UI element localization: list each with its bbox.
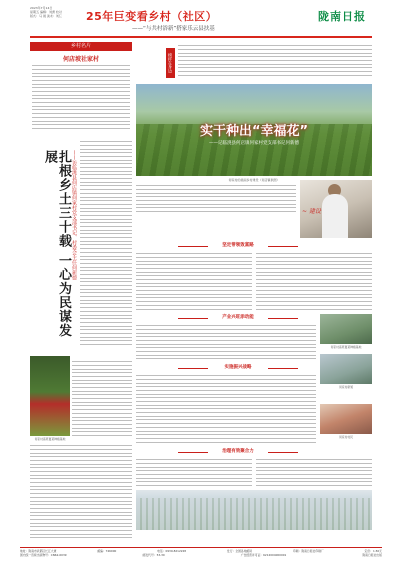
villagers-photo: [320, 404, 372, 434]
hero-body-text: [136, 184, 296, 214]
solar-greenhouse-photo: [136, 490, 372, 530]
greenhouse-rows: [136, 498, 372, 530]
intro-text: [178, 44, 372, 80]
hero-subheadline: ——记临洮县何店镇何家村党支部书记何新德: [209, 141, 299, 146]
page-footer: [20, 547, 382, 563]
section-heading: 产业兴旺添动能: [178, 314, 298, 322]
header-divider: [30, 36, 372, 38]
calligraphy-decoration: ~ 建设: [302, 208, 321, 215]
person-body: [322, 194, 348, 238]
left-feature-text: [80, 140, 132, 350]
meta-line: 2023年7月14日: [30, 6, 53, 10]
photo-caption: 何家村村民: [339, 435, 353, 439]
left-body-text: [32, 64, 130, 134]
footer-item: 陇南日报社出版: [362, 553, 382, 557]
portrait-photo: [300, 180, 372, 238]
section-heading: 坚定带领致富路: [178, 242, 298, 250]
left-bottom-text: [30, 444, 132, 544]
section-tag: 乡村名片: [30, 42, 132, 51]
newspaper-logo: 陇南日报: [318, 10, 366, 23]
section-4-text-b: [256, 458, 372, 488]
section-3-text: [136, 374, 316, 448]
footer-item: 印刷：陇南日报社印刷厂: [292, 549, 324, 553]
village-photo: [320, 354, 372, 384]
footer-item: 国内统一连续出版物号：CN62-0039: [20, 553, 67, 557]
category-badge: 榜样在身边: [166, 48, 175, 78]
footer-item: 邮发代号：53-30: [142, 553, 165, 557]
footer-item: 发行：全国各地邮局: [226, 549, 253, 553]
issue-meta: [30, 6, 80, 19]
page-subtitle: ——“与共村浴新”搭家乐云县扶基: [132, 26, 215, 32]
hero-photo: [136, 84, 372, 176]
footer-item: 电话：0939-8212228: [157, 549, 187, 553]
photo-caption: 何家村新貌: [339, 385, 353, 389]
footer-item: 地址：陇南市武都区长江大道: [20, 549, 57, 553]
footer-item: 广告经营许可证：6212004000001: [240, 553, 287, 557]
section-2-text: [136, 324, 316, 364]
feature-headline: 扎根乡土三十载 一心为民谋发展: [42, 150, 71, 338]
section-1-text-a: [136, 252, 252, 312]
meta-line: 版式：马 晨 美术：刘仨: [30, 14, 62, 19]
section-heading: 实施振兴战略: [178, 364, 298, 372]
footer-row: [20, 553, 382, 557]
section-4-text-a: [136, 458, 252, 488]
section-1-text-b: [256, 252, 372, 312]
meta-line: 星期五 编辑：刘源 校对: [30, 10, 62, 15]
page-header: [0, 0, 402, 40]
section-heading: 治理有效聚合力: [178, 448, 298, 456]
hero-headline: 实干种出“幸福花”: [199, 124, 309, 139]
hero-caption: 何家村的美丽乡村建设（何店镇供图）: [228, 178, 280, 182]
page-title: 25年巨变看乡村（社区）: [86, 10, 218, 23]
photo-caption: 何家村高原夏菜种植基地: [34, 437, 66, 441]
photo-caption: 何家村高原夏菜种植基地: [330, 345, 362, 349]
feature-subheadline: ——访临洮县何店镇何家村党支部书记、村委会主任何新德: [71, 150, 77, 280]
left-heading: 何店坡社家村: [62, 56, 99, 63]
left-lower-text-b: [72, 360, 132, 440]
footer-item: 定价：1.50元: [364, 549, 382, 553]
footer-item: 邮编：746000: [97, 549, 117, 553]
greenhouse-photo: [320, 314, 372, 344]
